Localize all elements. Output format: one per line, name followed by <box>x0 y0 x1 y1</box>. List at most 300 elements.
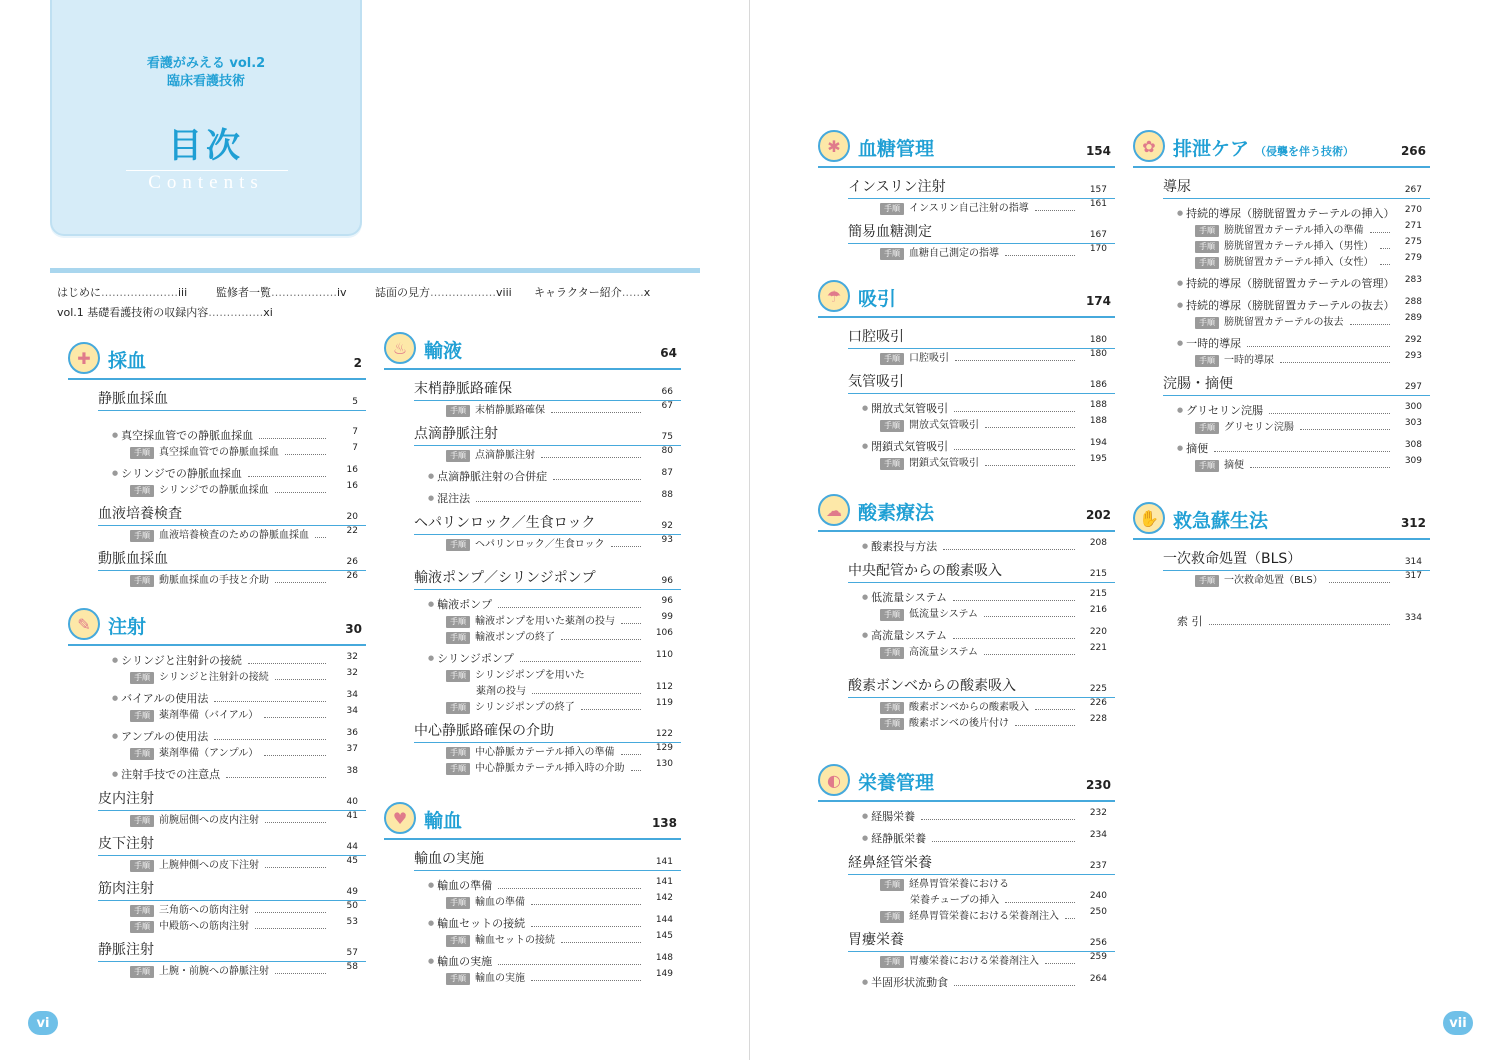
leader-dots <box>498 888 641 889</box>
leader-dots <box>943 549 1075 550</box>
entry-page: 297 <box>1404 382 1422 392</box>
toc-subitem[interactable] <box>414 490 681 506</box>
entry-page: 75 <box>661 432 673 442</box>
entry-page: 41 <box>346 811 358 821</box>
entry-page: 170 <box>1089 244 1107 254</box>
toc-item[interactable] <box>98 876 366 901</box>
intro-link[interactable] <box>57 304 273 320</box>
toc-procedure[interactable] <box>414 535 681 551</box>
toc-subitem[interactable] <box>848 808 1115 824</box>
section-heading[interactable] <box>68 340 366 380</box>
toc-procedure[interactable] <box>1163 456 1430 472</box>
toc-section <box>68 606 366 978</box>
entry-page: 226 <box>1089 698 1107 708</box>
entry-label: ● 酸素投与方法 <box>862 538 937 554</box>
cpr-icon: ✋ <box>1133 502 1165 534</box>
toc-procedure[interactable] <box>414 743 681 759</box>
procedure-tag: 手順 <box>1195 317 1219 329</box>
toc-procedure[interactable] <box>848 349 1115 365</box>
toc-subitem[interactable] <box>1163 275 1430 291</box>
intro-link[interactable] <box>534 284 650 300</box>
section-title <box>1173 134 1354 161</box>
toc-item[interactable] <box>98 501 366 526</box>
leader-dots <box>561 639 641 640</box>
entry-page: 53 <box>346 917 358 927</box>
toc-procedure[interactable] <box>98 443 366 459</box>
entry-page: 237 <box>1089 861 1107 871</box>
entry-label: シリンジポンプを用いた <box>475 670 585 681</box>
entry-label: 低流量システム <box>909 609 978 620</box>
toc-procedure[interactable] <box>98 526 366 542</box>
toc-subitem[interactable] <box>414 915 681 931</box>
leader-dots <box>953 638 1075 639</box>
entry-label: 末梢静脈路確保 <box>475 405 545 416</box>
entry-label: 皮内注射 <box>98 791 154 807</box>
entry-label: ● シリンジでの静脈血採血 <box>112 465 242 481</box>
toc-procedure[interactable] <box>1163 253 1430 269</box>
toc-procedure[interactable] <box>414 628 681 644</box>
toc-procedure[interactable] <box>848 907 1115 923</box>
toc-subitem[interactable] <box>414 953 681 969</box>
section-entries <box>1133 174 1430 472</box>
toc-procedure[interactable] <box>848 244 1115 260</box>
toc-item[interactable] <box>414 565 681 590</box>
leader-dots <box>541 457 641 458</box>
spacer <box>414 551 681 561</box>
section-heading[interactable] <box>1133 500 1430 540</box>
toc-item[interactable] <box>414 376 681 401</box>
entry-page: 250 <box>1089 907 1107 917</box>
toc-subitem[interactable] <box>98 728 366 744</box>
entry-page: 112 <box>655 682 673 692</box>
toc-procedure[interactable] <box>98 962 366 978</box>
leader-dots <box>1380 248 1391 249</box>
toc-procedure[interactable] <box>414 446 681 462</box>
toc-section <box>818 278 1115 470</box>
entry-page: 32 <box>346 652 358 662</box>
leader-dots <box>248 663 326 664</box>
spacer <box>98 411 366 421</box>
procedure-tag: 手順 <box>130 672 154 684</box>
toc-procedure[interactable] <box>1163 237 1430 253</box>
toc-procedure[interactable] <box>98 706 366 722</box>
entry-page: 96 <box>661 596 673 606</box>
spacer <box>1163 587 1430 597</box>
section-title <box>108 612 146 639</box>
entry-page: 275 <box>1404 237 1422 247</box>
intro-link-label: はじめに <box>57 286 101 299</box>
toc-item[interactable] <box>98 831 366 856</box>
entry-label: 経鼻胃管栄養における <box>909 879 1009 890</box>
leader-dots <box>1015 725 1075 726</box>
procedure-tag: 手順 <box>880 420 904 432</box>
section-page: 64 <box>660 346 677 360</box>
leader-dots <box>985 465 1075 466</box>
entry-page: 256 <box>1089 938 1107 948</box>
section-heading[interactable] <box>818 762 1115 802</box>
toc-item[interactable] <box>848 927 1115 952</box>
toc-procedure[interactable] <box>414 969 681 985</box>
entry-page: 225 <box>1089 684 1107 694</box>
entry-label: シリンジと注射針の接続 <box>159 672 269 683</box>
section-page: 154 <box>1085 144 1111 158</box>
entry-page: 7 <box>352 443 358 453</box>
toc-procedure[interactable] <box>848 952 1115 968</box>
entry-label: 動脈血採血の手技と介助 <box>159 575 269 586</box>
intro-link-label: 誌面の見方 <box>375 286 430 299</box>
entry-page: 188 <box>1089 416 1107 426</box>
blood-draw-icon: ✚ <box>68 342 100 374</box>
toc-subitem[interactable] <box>98 766 366 782</box>
toc-subitem[interactable] <box>1163 440 1430 456</box>
entry-label: ● 高流量システム <box>862 627 947 643</box>
entry-page: 57 <box>346 948 358 958</box>
toc-subitem[interactable] <box>98 652 366 668</box>
toc-subitem[interactable] <box>848 627 1115 643</box>
entry-page: 141 <box>655 877 673 887</box>
leader-dots <box>1350 324 1391 325</box>
toc-procedure[interactable] <box>98 571 366 587</box>
toc-procedure[interactable] <box>98 744 366 760</box>
toc-section <box>1133 500 1430 629</box>
entry-label: ● 持続的導尿（膀胱留置カテーテルの管理） <box>1177 275 1395 291</box>
toc-item[interactable] <box>848 219 1115 244</box>
procedure-tag: 手順 <box>130 710 154 722</box>
entry-page: 40 <box>346 797 358 807</box>
toc-item[interactable] <box>848 174 1115 199</box>
leader-dots <box>214 739 326 740</box>
toc-procedure[interactable] <box>848 199 1115 215</box>
entry-label: 血糖自己測定の指導 <box>909 248 999 259</box>
section-heading[interactable] <box>818 492 1115 532</box>
leader-dots <box>531 926 641 927</box>
toc-item[interactable] <box>848 324 1115 349</box>
toc-subitem[interactable] <box>848 589 1115 605</box>
procedure-tag: 手順 <box>130 860 154 872</box>
section-heading[interactable] <box>818 128 1115 168</box>
section-title <box>858 498 934 525</box>
procedure-tag: 手順 <box>1195 355 1219 367</box>
toc-item[interactable] <box>414 846 681 871</box>
intro-link[interactable] <box>216 284 347 300</box>
leader-dots <box>1005 255 1075 256</box>
leader-dots <box>498 964 641 965</box>
leader-dots <box>1209 624 1391 625</box>
entry-label: ● バイアルの使用法 <box>112 690 208 706</box>
entry-label: 経鼻胃管栄養における栄養剤注入 <box>909 911 1059 922</box>
toc-item[interactable] <box>848 558 1115 583</box>
entry-label: 酸素ボンベからの酸素吸入 <box>848 678 1016 694</box>
toc-section <box>818 762 1115 990</box>
toc-procedure[interactable] <box>414 759 681 775</box>
leader-dots <box>954 985 1075 986</box>
toc-subitem[interactable] <box>1163 335 1430 351</box>
toc-subitem[interactable] <box>414 596 681 612</box>
procedure-tag: 手順 <box>446 405 470 417</box>
leader-dots <box>984 654 1075 655</box>
entry-label: 一時的導尿 <box>1224 355 1274 366</box>
toc-item[interactable] <box>1163 174 1430 199</box>
entry-label: ● 摘便 <box>1177 440 1208 456</box>
procedure-tag: 手順 <box>446 539 470 551</box>
leader-dots <box>621 623 641 624</box>
entry-label: 気管吸引 <box>848 374 904 390</box>
entry-page: 271 <box>1404 221 1422 231</box>
entry-page: 142 <box>655 893 673 903</box>
toc-procedure[interactable] <box>848 698 1115 714</box>
toc-item[interactable] <box>98 786 366 811</box>
entry-page: 58 <box>346 962 358 972</box>
entry-label: グリセリン浣腸 <box>1224 422 1294 433</box>
section-rule <box>68 378 366 380</box>
entry-page: 267 <box>1404 185 1422 195</box>
toc-item[interactable] <box>414 510 681 535</box>
entry-page: 334 <box>1404 613 1422 623</box>
toc-section <box>384 800 681 985</box>
section-page: 312 <box>1400 516 1426 530</box>
toc-procedure[interactable] <box>414 698 681 714</box>
section-entries <box>818 324 1115 470</box>
entry-label: 酸素ボンベからの酸素吸入 <box>909 702 1029 713</box>
folio-left: vi <box>28 1011 58 1035</box>
entry-page: 180 <box>1089 335 1107 345</box>
entry-label: ● アンプルの使用法 <box>112 728 208 744</box>
toc-procedure[interactable] <box>414 401 681 417</box>
toc-procedure[interactable] <box>1163 351 1430 367</box>
section-rule <box>818 316 1115 318</box>
entry-label: 浣腸・摘便 <box>1163 376 1233 392</box>
toc-item[interactable] <box>1163 546 1430 571</box>
toc-procedure[interactable] <box>848 714 1115 730</box>
entry-label: ヘパリンロック／生食ロック <box>475 539 605 550</box>
procedure-tag: 手順 <box>446 702 470 714</box>
section-heading[interactable] <box>384 330 681 370</box>
toc-subitem[interactable] <box>848 438 1115 454</box>
section-entries <box>68 386 366 587</box>
section-page: 202 <box>1085 508 1111 522</box>
entry-page: 34 <box>346 706 358 716</box>
toc-subitem[interactable] <box>848 538 1115 554</box>
procedure-tag: 手順 <box>880 353 904 365</box>
toc-section <box>818 128 1115 260</box>
section-title-text: 輸血 <box>424 810 463 832</box>
toc-subitem[interactable] <box>98 427 366 443</box>
section-heading[interactable] <box>68 606 366 646</box>
procedure-tag: 手順 <box>1195 225 1219 237</box>
toc-subitem[interactable] <box>414 650 681 666</box>
stomach-icon: ◐ <box>818 764 850 796</box>
entry-label: ● 持続的導尿（膀胱留置カテーテルの抜去） <box>1177 297 1395 313</box>
toc-section <box>68 340 366 587</box>
leader-dots <box>265 867 326 868</box>
toc-procedure[interactable] <box>848 875 1115 891</box>
spacer <box>848 659 1115 669</box>
toc-procedure[interactable] <box>1163 313 1430 329</box>
toc-item[interactable] <box>98 546 366 571</box>
entry-label: ● 低流量システム <box>862 589 947 605</box>
toc-subitem[interactable] <box>414 877 681 893</box>
entry-label: 開放式気管吸引 <box>909 420 979 431</box>
leader-dots <box>275 679 326 680</box>
intro-link[interactable] <box>375 284 512 300</box>
toc-item[interactable] <box>414 718 681 743</box>
entry-label: シリンジポンプの終了 <box>475 702 575 713</box>
toc-procedure[interactable] <box>98 811 366 827</box>
procedure-tag: 手順 <box>446 763 470 775</box>
entry-label: 薬剤準備（バイアル） <box>159 710 259 721</box>
toc-subitem[interactable] <box>98 465 366 481</box>
procedure-tag: 手順 <box>880 911 904 923</box>
entry-label: 輸血の準備 <box>475 897 525 908</box>
toc-procedure[interactable] <box>98 901 366 917</box>
toc-subitem[interactable] <box>1163 205 1430 221</box>
toc-title: 目次 <box>168 126 244 166</box>
toc-procedure[interactable] <box>1163 571 1430 587</box>
leader-dots <box>984 616 1075 617</box>
toc-subitem[interactable] <box>848 400 1115 416</box>
entry-page: 259 <box>1089 952 1107 962</box>
entry-label: ● 持続的導尿（膀胱留置カテーテルの挿入） <box>1177 205 1395 221</box>
toc-subitem[interactable] <box>414 468 681 484</box>
leader-dots <box>1329 582 1390 583</box>
leader-dots: …………… <box>208 306 264 319</box>
leader-dots: ……………… <box>430 286 496 299</box>
toc-procedure[interactable] <box>414 931 681 947</box>
toc-procedure[interactable] <box>848 416 1115 432</box>
toc-section <box>818 492 1115 730</box>
toc-procedure[interactable] <box>98 917 366 933</box>
entry-page: 32 <box>346 668 358 678</box>
leader-dots <box>985 427 1075 428</box>
intro-link-label: 監修者一覧 <box>216 286 271 299</box>
spacer <box>1163 597 1430 607</box>
leader-dots <box>553 479 641 480</box>
intro-link-page: iii <box>178 286 188 299</box>
entry-label: 輸液ポンプ／シリンジポンプ <box>414 570 596 586</box>
section-title <box>424 806 462 833</box>
leader-dots <box>226 777 326 778</box>
entry-label: 膀胱留置カテーテル挿入の準備 <box>1224 225 1364 236</box>
toc-procedure[interactable] <box>98 856 366 872</box>
entry-page: 157 <box>1089 185 1107 195</box>
leader-dots <box>264 717 326 718</box>
leader-dots <box>621 754 642 755</box>
procedure-tag: 手順 <box>446 747 470 759</box>
toc-procedure[interactable] <box>98 481 366 497</box>
toc-item[interactable] <box>848 369 1115 394</box>
procedure-tag: 手順 <box>880 203 904 215</box>
toc-subitem[interactable] <box>1163 297 1430 313</box>
section-heading[interactable] <box>384 800 681 840</box>
entry-page: 49 <box>346 887 358 897</box>
entry-label: ヘパリンロック／生食ロック <box>414 515 596 531</box>
entry-label: ● 経腸栄養 <box>862 808 915 824</box>
entry-page: 292 <box>1404 335 1422 345</box>
section-rule <box>384 368 681 370</box>
procedure-tag: 手順 <box>880 609 904 621</box>
toc-procedure-continued[interactable] <box>848 891 1115 907</box>
iv-drip-icon: ♨ <box>384 332 416 364</box>
entry-label: 点滴静脈注射 <box>414 426 498 442</box>
intro-link[interactable] <box>57 284 187 300</box>
entry-page: 149 <box>655 969 673 979</box>
toc-item[interactable] <box>848 850 1115 875</box>
toc-subitem[interactable] <box>98 690 366 706</box>
section-note: （侵襲を伴う技術） <box>1255 145 1355 158</box>
entry-label: ● 点滴静脈注射の合併症 <box>428 468 547 484</box>
entry-page: 130 <box>655 759 673 769</box>
entry-label: ● 半固形状流動食 <box>862 974 948 990</box>
folio-right: vii <box>1443 1011 1473 1035</box>
entry-page: 141 <box>655 857 673 867</box>
entry-page: 88 <box>661 490 673 500</box>
toc-item[interactable] <box>1163 371 1430 396</box>
toc-procedure[interactable] <box>848 643 1115 659</box>
intro-link-page: x <box>643 286 651 299</box>
section-heading[interactable] <box>818 278 1115 318</box>
entry-label: 血液培養検査のための静脈血採血 <box>159 530 309 541</box>
entry-page: 22 <box>346 526 358 536</box>
leader-dots <box>255 928 326 929</box>
entry-label: 一次救命処置（BLS） <box>1224 575 1323 586</box>
toc-procedure[interactable] <box>848 605 1115 621</box>
section-entries <box>1133 546 1430 629</box>
toc-subitem[interactable] <box>848 830 1115 846</box>
entry-page: 180 <box>1089 349 1107 359</box>
section-heading[interactable] <box>1133 128 1430 168</box>
entry-page: 26 <box>346 557 358 567</box>
section-title-text: 血糖管理 <box>858 138 935 160</box>
toc-procedure[interactable] <box>848 454 1115 470</box>
toc-procedure[interactable] <box>414 893 681 909</box>
toc-procedure[interactable] <box>98 668 366 684</box>
toc-item[interactable] <box>98 937 366 962</box>
procedure-tag: 手順 <box>880 248 904 260</box>
leader-dots <box>932 841 1075 842</box>
procedure-tag: 手順 <box>1195 575 1219 587</box>
leader-dots <box>1035 709 1075 710</box>
toc-procedure-continued[interactable] <box>414 682 681 698</box>
entry-label: ● 一時的導尿 <box>1177 335 1241 351</box>
entry-label: ● 閉鎖式気管吸引 <box>862 438 948 454</box>
section-page: 30 <box>345 622 362 636</box>
toc-procedure[interactable] <box>414 612 681 628</box>
section-title <box>858 134 934 161</box>
toc-item[interactable] <box>98 386 366 411</box>
toc-procedure[interactable] <box>1163 221 1430 237</box>
leader-dots <box>275 582 326 583</box>
leader-dots <box>1005 902 1075 903</box>
toc-procedure[interactable] <box>1163 418 1430 434</box>
toc-item[interactable] <box>414 421 681 446</box>
toc-title-en: Contents <box>148 172 264 193</box>
entry-label: ● 注射手技での注意点 <box>112 766 220 782</box>
entry-label: ● シリンジポンプ <box>428 650 514 666</box>
leader-dots <box>1065 918 1075 919</box>
entry-label: 膀胱留置カテーテル挿入（男性） <box>1224 241 1374 252</box>
procedure-tag: 手順 <box>446 632 470 644</box>
toc-item[interactable] <box>848 673 1115 698</box>
procedure-tag: 手順 <box>1195 257 1219 269</box>
procedure-tag: 手順 <box>1195 460 1219 472</box>
section-page: 138 <box>651 816 677 830</box>
toc-index-link[interactable] <box>1163 613 1430 629</box>
toc-subitem[interactable] <box>1163 402 1430 418</box>
entry-label: ● 真空採血管での静脈血採血 <box>112 427 253 443</box>
toc-procedure[interactable] <box>414 666 681 682</box>
entry-label: 膀胱留置カテーテルの抜去 <box>1224 317 1344 328</box>
toc-subitem[interactable] <box>848 974 1115 990</box>
